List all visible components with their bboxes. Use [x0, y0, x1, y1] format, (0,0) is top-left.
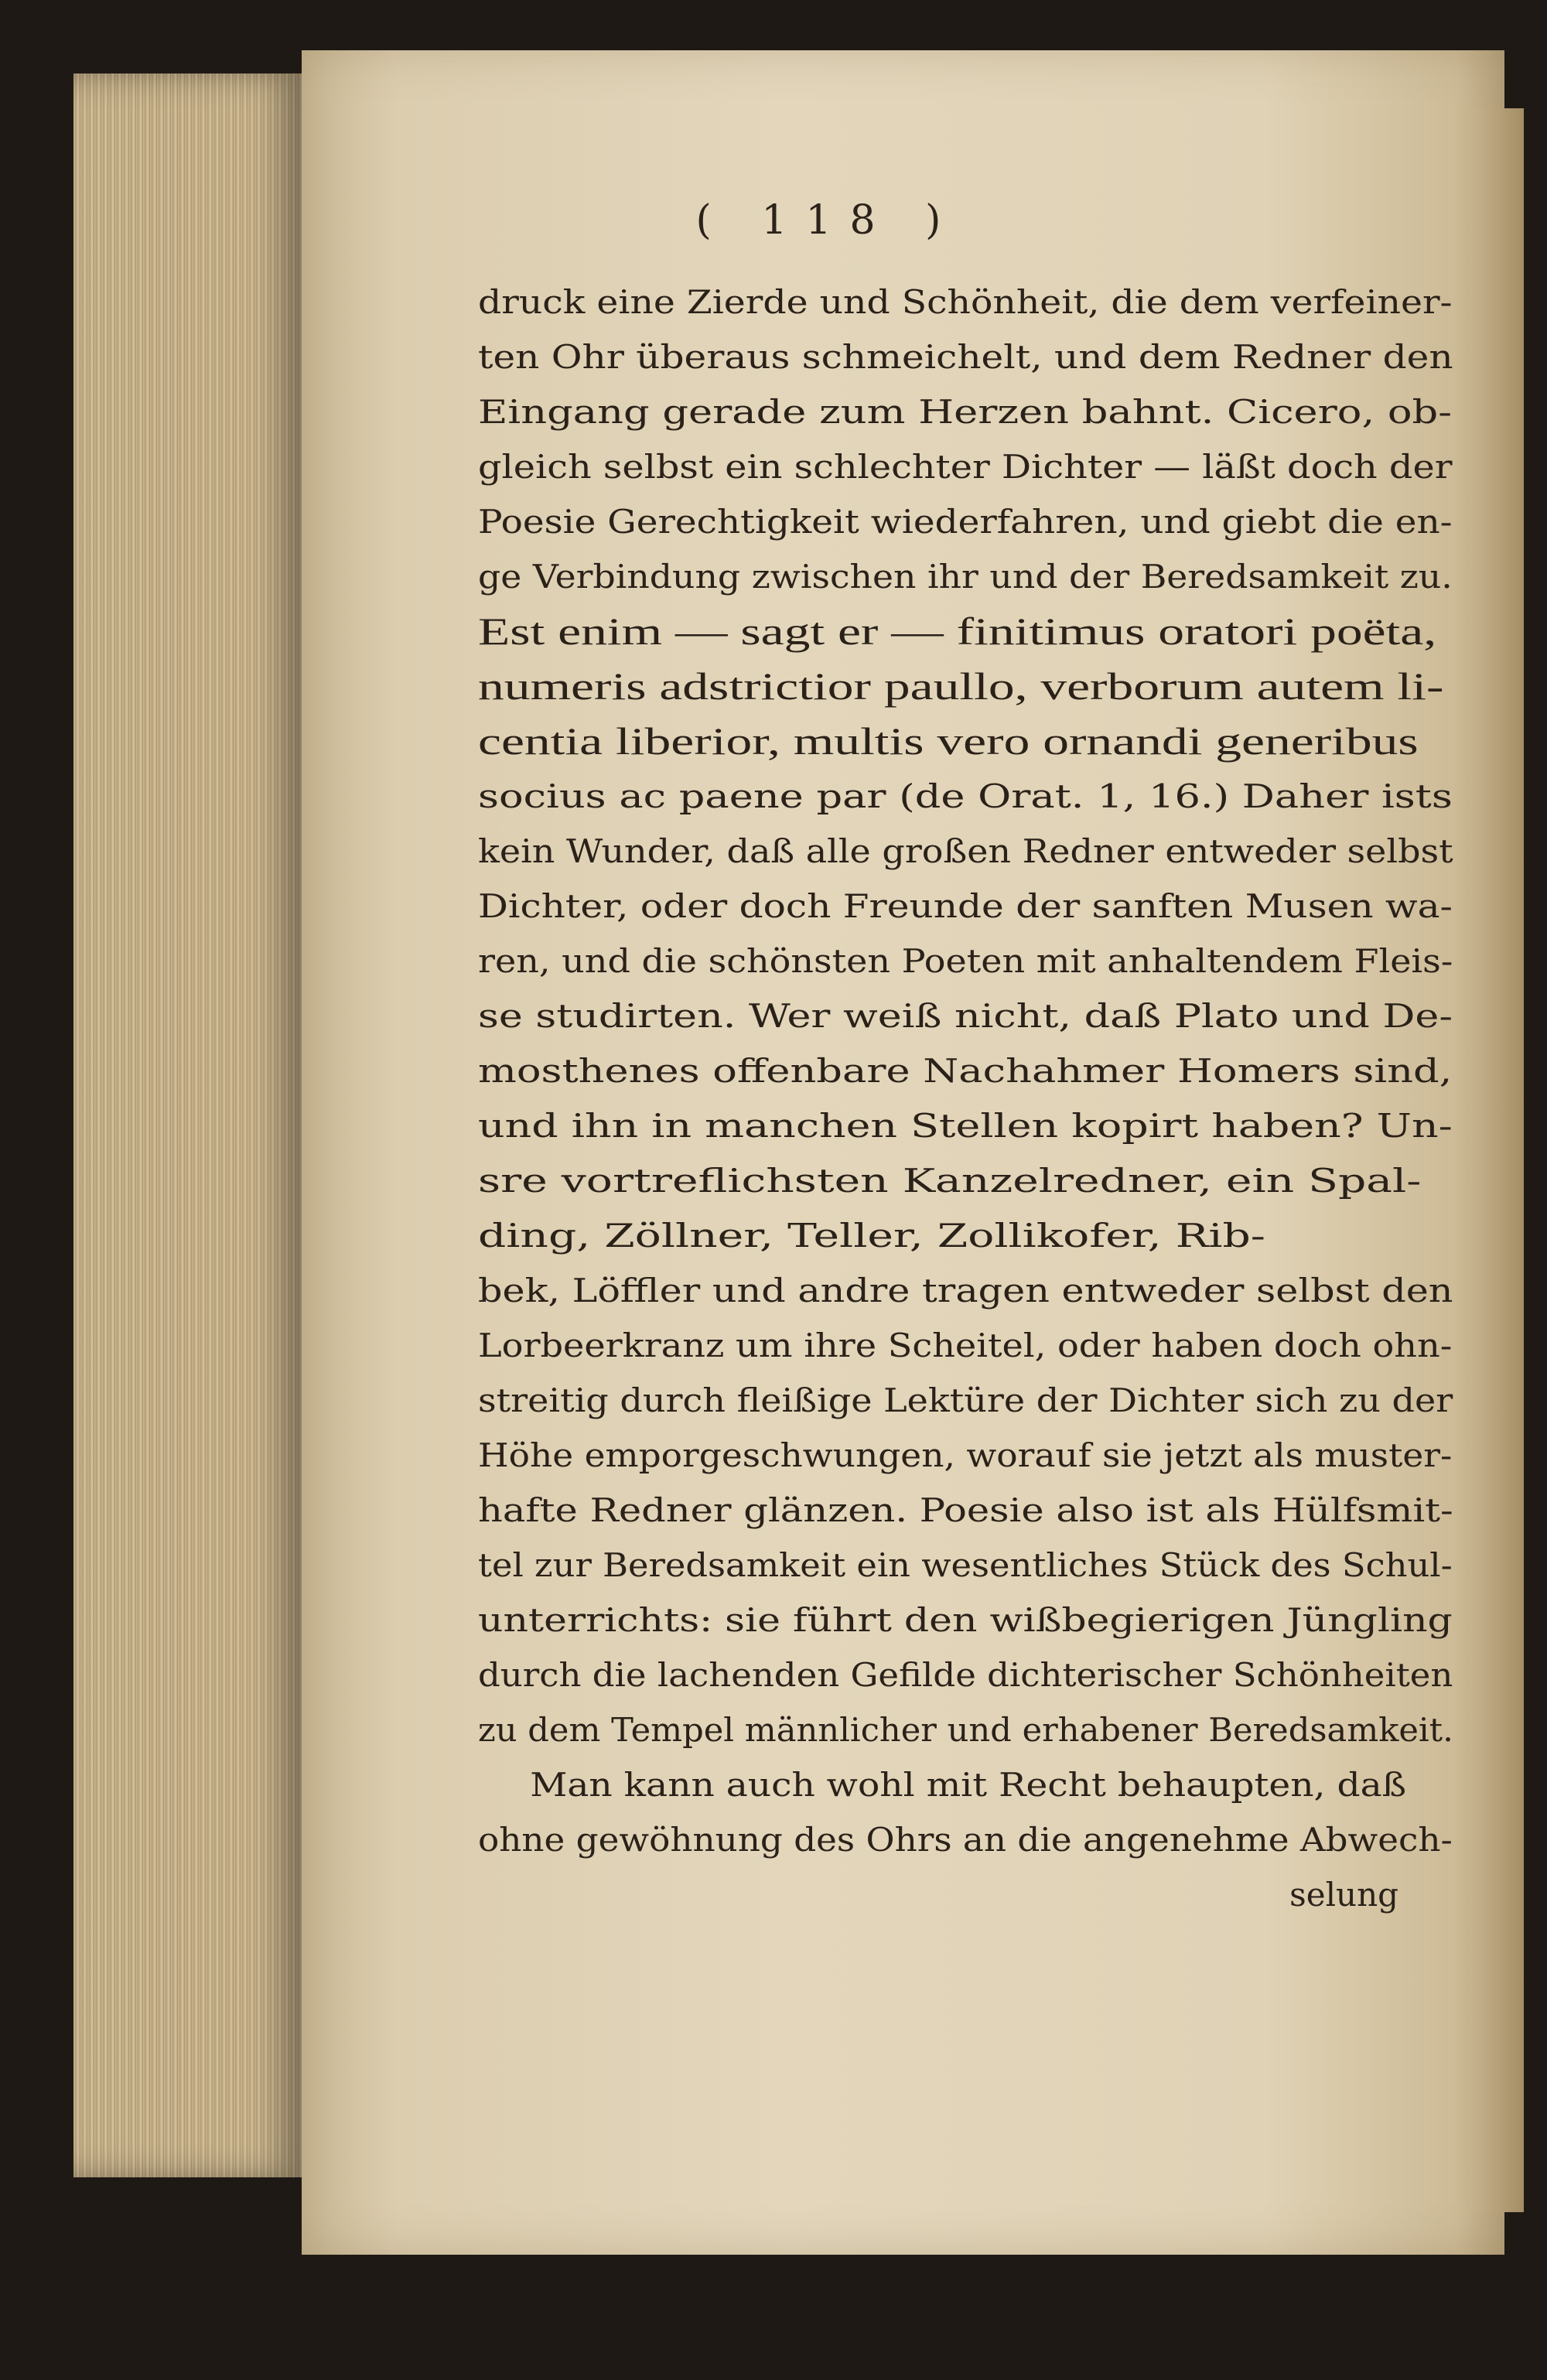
text-line: kein Wunder, daß alle großen Redner entweder selbst [478, 832, 1453, 870]
text-line: ge Verbindung zwischen ihr und der Beredsamkeit zu. [478, 558, 1453, 596]
text-line: Est enim — sagt er — finitimus oratori poëta, [478, 610, 1437, 653]
text-line: Dichter, oder doch Freunde der sanften Musen wa- [478, 887, 1453, 925]
text-line: gleich selbst ein schlechter Dichter — läßt doch der [478, 448, 1453, 486]
text-line: ding, Zöllner, Teller, Zollikofer, Rib- [478, 1217, 1265, 1255]
text-line: se studirten. Wer weiß nicht, daß Plato und De- [478, 997, 1453, 1035]
text-line: ten Ohr überaus schmeichelt, und dem Redner den [478, 338, 1453, 376]
text-line: Poesie Gerechtigkeit wiederfahren, und giebt die en- [478, 503, 1453, 541]
text-line: hafte Redner glänzen. Poesie also ist als Hülfsmit- [478, 1491, 1453, 1529]
text-line: socius ac paene par (de Orat. 1, 16.) Daher ists [478, 777, 1453, 815]
text-line: und ihn in manchen Stellen kopirt haben? Un- [478, 1107, 1453, 1145]
text-line: druck eine Zierde und Schönheit, die dem verfeiner- [478, 283, 1453, 321]
text-line: durch die lachenden Gefilde dichterischer Schönheiten [478, 1656, 1453, 1694]
text-line: unterrichts: sie führt den wißbegierigen Jüngling [478, 1601, 1453, 1639]
text-line: Man kann auch wohl mit Recht behaupten, daß [530, 1766, 1407, 1804]
text-line: sre vortreflichsten Kanzelredner, ein Spal- [478, 1162, 1422, 1200]
text-line: numeris adstrictior paullo, verborum autem li- [478, 664, 1444, 708]
text-line: Eingang gerade zum Herzen bahnt. Cicero, ob- [478, 393, 1453, 431]
page-number-header: ( 118 ) [695, 197, 960, 244]
text-line: Höhe emporgeschwungen, worauf sie jetzt als muster- [478, 1436, 1453, 1474]
text-line: zu dem Tempel männlicher und erhabener Beredsamkeit. [478, 1711, 1453, 1749]
text-line: ren, und die schönsten Poeten mit anhaltendem Fleis- [478, 942, 1453, 980]
body-text [478, 275, 1453, 1922]
text-line: ohne gewöhnung des Ohrs an die angenehme Abwech- [478, 1821, 1453, 1859]
text-line: Lorbeerkranz um ihre Scheitel, oder haben doch ohn- [478, 1327, 1453, 1364]
text-line: streitig durch fleißige Lektüre der Dichter sich zu der [478, 1381, 1453, 1419]
text-line: tel zur Beredsamkeit ein wesentliches Stück des Schul- [478, 1546, 1453, 1584]
page-edges [73, 73, 306, 2177]
text-line: bek, Löffler und andre tragen entweder selbst den [478, 1272, 1453, 1310]
text-line: mosthenes offenbare Nachahmer Homers sind, [478, 1052, 1453, 1090]
catchword: selung [1289, 1876, 1398, 1914]
text-line: centia liberior, multis vero ornandi generibus [478, 719, 1419, 763]
facing-page-edge [1470, 108, 1524, 2212]
